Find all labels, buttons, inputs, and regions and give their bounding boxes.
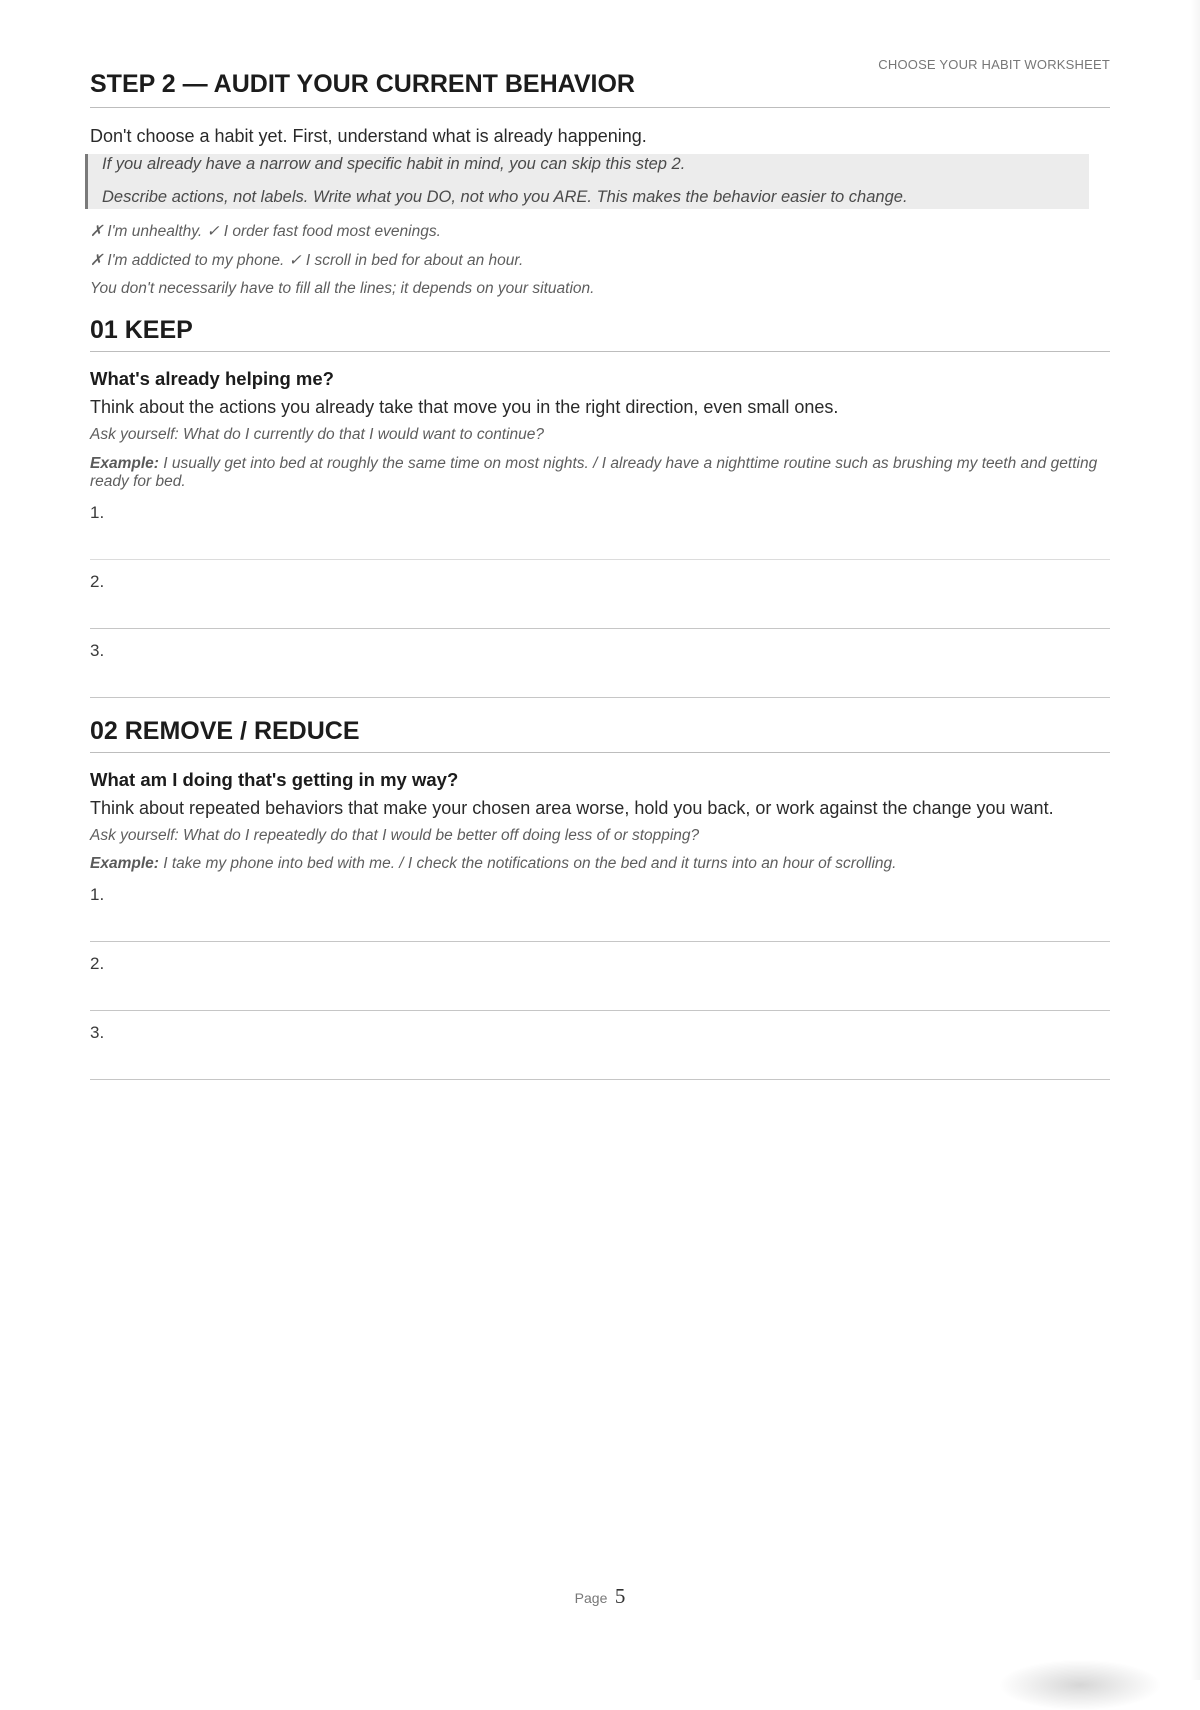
- section-ask-keep: Ask yourself: What do I currently do that I would want to continue?: [90, 426, 545, 443]
- answer-line-keep-3[interactable]: [90, 641, 1110, 698]
- example-text: I usually get into bed at roughly the same time on most nights. / I already have a nighttime routine such as brushing my teeth and getting ready for bed.: [90, 455, 1098, 490]
- line-number: 1.: [90, 503, 105, 522]
- callout-skip-note: If you already have a narrow and specific habit in mind, you can skip this step 2.: [102, 155, 686, 173]
- answer-line-keep-2[interactable]: [90, 572, 1110, 629]
- section-title-remove-reduce: 02 REMOVE / REDUCE: [90, 717, 1110, 753]
- line-number: 1.: [90, 885, 105, 904]
- fill-lines-note: You don't necessarily have to fill all the lines; it depends on your situation.: [90, 280, 595, 297]
- label-vs-action-example-1: ✗ I'm unhealthy. ✓ I order fast food most evenings.: [90, 223, 441, 240]
- running-header: CHOOSE YOUR HABIT WORKSHEET: [878, 57, 1110, 72]
- line-number: 2.: [90, 572, 105, 591]
- example-text: I take my phone into bed with me. / I check the notifications on the bed and it turns into an hour of scrolling.: [158, 855, 897, 872]
- section-question-keep: What's already helping me?: [90, 368, 334, 389]
- section-title-keep: 01 KEEP: [90, 316, 1110, 352]
- answer-line-remove-3[interactable]: [90, 1023, 1110, 1080]
- answer-line-remove-1[interactable]: [90, 885, 1110, 942]
- section-question-remove-reduce: What am I doing that's getting in my way?: [90, 769, 459, 790]
- example-label: Example:: [90, 455, 159, 472]
- line-number: 2.: [90, 954, 105, 973]
- answer-line-remove-2[interactable]: [90, 954, 1110, 1011]
- page-footer: [0, 1584, 1200, 1609]
- page-number: 5: [614, 1584, 626, 1608]
- callout-tip: Describe actions, not labels. Write what you DO, not who you ARE. This makes the behavior easier to change.: [102, 188, 908, 206]
- page-label: Page: [574, 1590, 608, 1606]
- page-edge-shade: [1190, 0, 1200, 1680]
- page-curl-shadow: [1000, 1660, 1160, 1710]
- callout-box: [85, 154, 1089, 209]
- section-prompt-remove-reduce: Think about repeated behaviors that make your chosen area worse, hold you back, or work against the change you want.: [90, 798, 1054, 818]
- step-intro: Don't choose a habit yet. First, understand what is already happening.: [90, 126, 647, 146]
- example-label: Example:: [90, 855, 159, 872]
- answer-line-keep-1[interactable]: [90, 503, 1110, 560]
- section-example-remove-reduce: [90, 855, 1110, 873]
- line-number: 3.: [90, 1023, 105, 1042]
- section-example-keep: [90, 455, 1110, 491]
- section-prompt-keep: Think about the actions you already take that move you in the right direction, even small ones.: [90, 397, 839, 417]
- step-title: STEP 2 — AUDIT YOUR CURRENT BEHAVIOR: [90, 70, 1110, 108]
- line-number: 3.: [90, 641, 105, 660]
- label-vs-action-example-2: ✗ I'm addicted to my phone. ✓ I scroll in bed for about an hour.: [90, 252, 524, 269]
- section-ask-remove-reduce: Ask yourself: What do I repeatedly do that I would be better off doing less of or stopping?: [90, 827, 700, 844]
